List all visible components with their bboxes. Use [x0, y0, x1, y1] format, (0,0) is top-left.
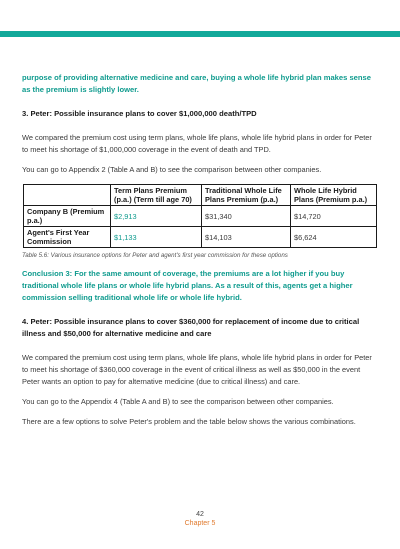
chapter-label: Chapter 5: [184, 520, 216, 527]
comparison-table: [23, 184, 377, 248]
section3-paragraph-2: You can go to Appendix 2 (Table A and B) to see the comparison between other companies.: [22, 165, 322, 174]
table-header-row: [24, 185, 377, 206]
cell-premium-hybrid: $14,720: [291, 206, 377, 227]
table-header-empty: [24, 185, 111, 206]
row-label-premium: Company B (Premium p.a.): [24, 206, 111, 227]
top-accent-bar: [0, 31, 400, 37]
table-row: [24, 206, 377, 227]
cell-commission-term: $1,133: [111, 227, 202, 248]
section4-paragraph-2: You can go to the Appendix 4 (Table A and B) to see the comparison between other companies.: [22, 397, 334, 406]
section3-heading: 3. Peter: Possible insurance plans to cover $1,000,000 death/TPD: [22, 109, 257, 118]
table-header-term: Term Plans Premium (p.a.) (Term till age 70): [111, 185, 202, 206]
conclusion-3: Conclusion 3: For the same amount of coverage, the premiums are a lot higher if you buy traditional whole life plans or whole life hybrid plans. As a result of this, agents get a higher commission selling traditional whole life or whole life hybrid.: [22, 269, 353, 302]
page-number: 42: [196, 511, 204, 518]
section4-heading: 4. Peter: Possible insurance plans to cover $360,000 for replacement of income due to critical illness and $50,000 for alternative medicine and care: [22, 317, 360, 338]
cell-commission-hybrid: $6,624: [291, 227, 377, 248]
table-header-whole-life: Traditional Whole Life Plans Premium (p.a.): [202, 185, 291, 206]
section4-paragraph-1: We compared the premium cost using term plans, whole life plans, whole life hybrid plans in order for Peter to meet his shortage of $360,000 coverage in the event of critical illness as well as $50,000 in the event Peter wants an option to pay for alternative medicine (due to critical illness) and care.: [22, 353, 372, 386]
section4-paragraph-3: There are a few options to solve Peter's problem and the table below shows the various combinations.: [22, 417, 356, 426]
table-caption: Table 5.6: Various insurance options for Peter and agent's first year commission for these options: [22, 252, 288, 259]
section3-paragraph-1: We compared the premium cost using term plans, whole life plans, whole life hybrid plans in order for Peter to meet his shortage of $1,000,000 coverage in the event of death and TPD.: [22, 133, 372, 154]
page-content: [22, 72, 378, 428]
row-label-commission: Agent's First Year Commission: [24, 227, 111, 248]
cell-commission-whole: $14,103: [202, 227, 291, 248]
table-row: [24, 227, 377, 248]
table-header-hybrid: Whole Life Hybrid Plans (Premium p.a.): [291, 185, 377, 206]
intro-conclusion-text: purpose of providing alternative medicine and care, buying a whole life hybrid plan makes sense as the premium is slightly lower.: [22, 73, 371, 94]
cell-premium-whole: $31,340: [202, 206, 291, 227]
cell-premium-term: $2,913: [111, 206, 202, 227]
